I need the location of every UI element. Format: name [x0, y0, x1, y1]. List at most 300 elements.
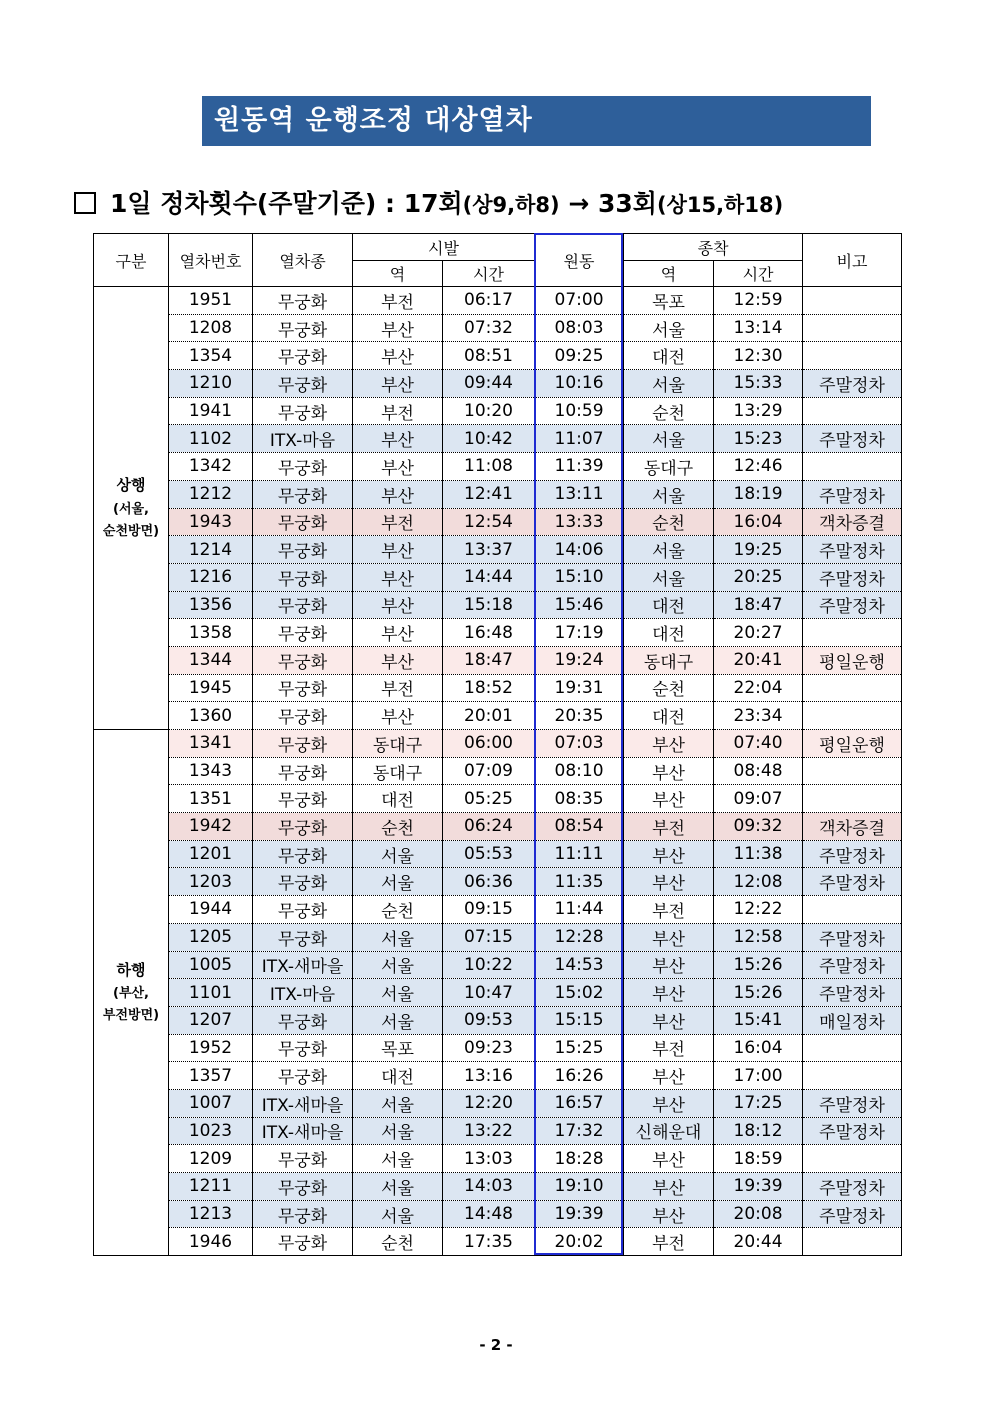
dep-time-cell: 12:54 [443, 508, 535, 536]
remark-cell [803, 342, 902, 370]
table-row [94, 840, 902, 868]
table-row [94, 563, 902, 591]
dep-time-cell: 10:42 [443, 425, 535, 453]
header-terminal: 종착 [624, 234, 803, 261]
dep-time-cell: 06:24 [443, 813, 535, 841]
arr-time-cell: 15:23 [714, 425, 803, 453]
train-type-cell: 무궁화 [253, 1006, 353, 1034]
train-type-cell: 무궁화 [253, 923, 353, 951]
arr-time-cell: 17:00 [714, 1062, 803, 1090]
down-direction-main: 하행 [116, 960, 146, 979]
table-row [94, 453, 902, 481]
arr-time-cell: 22:04 [714, 674, 803, 702]
arr-time-cell: 12:58 [714, 923, 803, 951]
table-row [94, 397, 902, 425]
arr-station-cell: 부산 [624, 1145, 714, 1173]
arr-station-cell: 부산 [624, 730, 714, 758]
train-type-cell: 무궁화 [253, 1034, 353, 1062]
train-no-cell: 1943 [169, 508, 253, 536]
train-type-cell: 무궁화 [253, 674, 353, 702]
remark-cell: 주말정차 [803, 480, 902, 508]
table-row [94, 1034, 902, 1062]
dep-station-cell: 부산 [353, 480, 443, 508]
arr-time-cell: 15:26 [714, 979, 803, 1007]
train-no-cell: 1023 [169, 1117, 253, 1145]
dep-time-cell: 14:48 [443, 1200, 535, 1228]
arr-station-cell: 순천 [624, 397, 714, 425]
remark-cell: 평일운행 [803, 730, 902, 758]
remark-cell: 매일정차 [803, 1006, 902, 1034]
remark-cell [803, 314, 902, 342]
dep-time-cell: 05:53 [443, 840, 535, 868]
wondong-time-cell: 18:28 [535, 1145, 624, 1173]
arr-time-cell: 18:12 [714, 1117, 803, 1145]
remark-cell: 주말정차 [803, 1200, 902, 1228]
remark-cell: 주말정차 [803, 923, 902, 951]
arr-station-cell: 서울 [624, 480, 714, 508]
dep-time-cell: 17:35 [443, 1228, 535, 1256]
train-type-cell: 무궁화 [253, 397, 353, 425]
table-row [94, 591, 902, 619]
wondong-time-cell: 15:15 [535, 1006, 624, 1034]
train-type-cell: 무궁화 [253, 757, 353, 785]
remark-cell [803, 619, 902, 647]
remark-cell: 평일운행 [803, 646, 902, 674]
dep-station-cell: 부산 [353, 314, 443, 342]
train-no-cell: 1342 [169, 453, 253, 481]
train-no-cell: 1210 [169, 370, 253, 398]
remark-cell: 주말정차 [803, 979, 902, 1007]
dep-station-cell: 부산 [353, 619, 443, 647]
train-no-cell: 1941 [169, 397, 253, 425]
dep-station-cell: 부산 [353, 536, 443, 564]
wondong-time-cell: 19:39 [535, 1200, 624, 1228]
dep-time-cell: 07:32 [443, 314, 535, 342]
wondong-time-cell: 20:02 [535, 1228, 624, 1256]
arr-time-cell: 18:59 [714, 1145, 803, 1173]
remark-cell [803, 1034, 902, 1062]
remark-cell: 주말정차 [803, 591, 902, 619]
wondong-time-cell: 17:32 [535, 1117, 624, 1145]
train-type-cell: 무궁화 [253, 1228, 353, 1256]
arr-time-cell: 12:08 [714, 868, 803, 896]
train-no-cell: 1101 [169, 979, 253, 1007]
dep-station-cell: 순천 [353, 813, 443, 841]
arr-time-cell: 18:47 [714, 591, 803, 619]
wondong-time-cell: 08:54 [535, 813, 624, 841]
dep-time-cell: 13:22 [443, 1117, 535, 1145]
remark-cell: 주말정차 [803, 425, 902, 453]
arr-station-cell: 동대구 [624, 453, 714, 481]
header-remarks: 비고 [803, 234, 902, 287]
table-row [94, 1062, 902, 1090]
table-row [94, 813, 902, 841]
arr-station-cell: 부산 [624, 840, 714, 868]
dep-station-cell: 부산 [353, 370, 443, 398]
arr-station-cell: 부전 [624, 813, 714, 841]
arr-station-cell: 부전 [624, 896, 714, 924]
table-row [94, 287, 902, 315]
remark-cell: 주말정차 [803, 868, 902, 896]
up-direction-sub2: 순천방면) [102, 523, 160, 539]
dep-time-cell: 05:25 [443, 785, 535, 813]
wondong-time-cell: 15:10 [535, 563, 624, 591]
wondong-time-cell: 13:11 [535, 480, 624, 508]
train-type-cell: ITX-마음 [253, 425, 353, 453]
arr-time-cell: 20:25 [714, 563, 803, 591]
train-no-cell: 1208 [169, 314, 253, 342]
train-schedule-table [93, 233, 902, 1256]
train-no-cell: 1945 [169, 674, 253, 702]
arr-time-cell: 12:46 [714, 453, 803, 481]
train-type-cell: 무궁화 [253, 453, 353, 481]
remark-cell: 주말정차 [803, 1117, 902, 1145]
table-row [94, 1228, 902, 1256]
train-no-cell: 1360 [169, 702, 253, 730]
wondong-time-cell: 15:25 [535, 1034, 624, 1062]
arr-station-cell: 대전 [624, 619, 714, 647]
remark-cell: 주말정차 [803, 951, 902, 979]
arr-time-cell: 23:34 [714, 702, 803, 730]
remark-cell [803, 757, 902, 785]
header-wondong: 원동 [535, 234, 624, 287]
arr-time-cell: 15:41 [714, 1006, 803, 1034]
table-row [94, 1145, 902, 1173]
train-type-cell: 무궁화 [253, 868, 353, 896]
dep-time-cell: 13:03 [443, 1145, 535, 1173]
dep-time-cell: 09:23 [443, 1034, 535, 1062]
dep-station-cell: 부전 [353, 674, 443, 702]
dep-station-cell: 순천 [353, 896, 443, 924]
train-no-cell: 1212 [169, 480, 253, 508]
dep-station-cell: 부산 [353, 342, 443, 370]
train-type-cell: ITX-새마을 [253, 1117, 353, 1145]
wondong-time-cell: 08:03 [535, 314, 624, 342]
dep-time-cell: 16:48 [443, 619, 535, 647]
remark-cell: 주말정차 [803, 563, 902, 591]
remark-cell: 객차증결 [803, 508, 902, 536]
arr-station-cell: 부전 [624, 1228, 714, 1256]
train-no-cell: 1341 [169, 730, 253, 758]
train-type-cell: 무궁화 [253, 702, 353, 730]
table-row [94, 951, 902, 979]
arr-time-cell: 19:25 [714, 536, 803, 564]
wondong-time-cell: 16:26 [535, 1062, 624, 1090]
train-no-cell: 1102 [169, 425, 253, 453]
dep-station-cell: 부전 [353, 508, 443, 536]
wondong-time-cell: 11:44 [535, 896, 624, 924]
arr-station-cell: 부산 [624, 1173, 714, 1201]
wondong-time-cell: 16:57 [535, 1089, 624, 1117]
train-no-cell: 1354 [169, 342, 253, 370]
table-row [94, 757, 902, 785]
wondong-time-cell: 19:24 [535, 646, 624, 674]
train-type-cell: 무궁화 [253, 314, 353, 342]
table-row [94, 480, 902, 508]
remark-cell: 주말정차 [803, 536, 902, 564]
dep-time-cell: 13:37 [443, 536, 535, 564]
dep-time-cell: 06:36 [443, 868, 535, 896]
dep-time-cell: 09:15 [443, 896, 535, 924]
page-banner-title: 원동역 운행조정 대상열차 [202, 96, 871, 146]
train-no-cell: 1942 [169, 813, 253, 841]
arr-time-cell: 09:07 [714, 785, 803, 813]
wondong-time-cell: 07:03 [535, 730, 624, 758]
arr-station-cell: 부산 [624, 979, 714, 1007]
remark-cell [803, 674, 902, 702]
train-no-cell: 1951 [169, 287, 253, 315]
dep-time-cell: 14:03 [443, 1173, 535, 1201]
arr-time-cell: 17:25 [714, 1089, 803, 1117]
table-row [94, 646, 902, 674]
wondong-time-cell: 11:39 [535, 453, 624, 481]
dep-station-cell: 부산 [353, 453, 443, 481]
dep-station-cell: 부전 [353, 287, 443, 315]
table-row [94, 1117, 902, 1145]
train-no-cell: 1357 [169, 1062, 253, 1090]
arr-station-cell: 대전 [624, 702, 714, 730]
train-type-cell: 무궁화 [253, 342, 353, 370]
train-no-cell: 1203 [169, 868, 253, 896]
wondong-time-cell: 12:28 [535, 923, 624, 951]
header-train-type: 열차종 [253, 234, 353, 287]
table-row [94, 1173, 902, 1201]
table-row [94, 342, 902, 370]
dep-station-cell: 부산 [353, 702, 443, 730]
train-type-cell: 무궁화 [253, 813, 353, 841]
dep-time-cell: 06:17 [443, 287, 535, 315]
dep-time-cell: 13:16 [443, 1062, 535, 1090]
dep-time-cell: 07:15 [443, 923, 535, 951]
wondong-time-cell: 10:59 [535, 397, 624, 425]
dep-station-cell: 부전 [353, 397, 443, 425]
dep-station-cell: 서울 [353, 1173, 443, 1201]
down-direction-sub2: 부전방면) [102, 1008, 160, 1024]
remark-cell: 주말정차 [803, 1089, 902, 1117]
dep-time-cell: 09:44 [443, 370, 535, 398]
train-type-cell: 무궁화 [253, 1145, 353, 1173]
wondong-time-cell: 14:06 [535, 536, 624, 564]
stop-count-after: 33회 [598, 189, 657, 218]
wondong-time-cell: 11:07 [535, 425, 624, 453]
stop-count-main: 1일 정차횟수(주말기준) : 17회 [110, 189, 463, 218]
page-number: - 2 - [479, 1336, 513, 1354]
dep-station-cell: 동대구 [353, 730, 443, 758]
wondong-time-cell: 20:35 [535, 702, 624, 730]
train-type-cell: 무궁화 [253, 1062, 353, 1090]
train-no-cell: 1007 [169, 1089, 253, 1117]
train-no-cell: 1005 [169, 951, 253, 979]
table-row [94, 923, 902, 951]
train-no-cell: 1201 [169, 840, 253, 868]
table-row [94, 979, 902, 1007]
dep-time-cell: 18:52 [443, 674, 535, 702]
arr-station-cell: 부산 [624, 1062, 714, 1090]
arr-station-cell: 동대구 [624, 646, 714, 674]
dep-station-cell: 서울 [353, 1117, 443, 1145]
wondong-time-cell: 19:31 [535, 674, 624, 702]
wondong-time-cell: 15:02 [535, 979, 624, 1007]
arr-station-cell: 순천 [624, 674, 714, 702]
table-row [94, 674, 902, 702]
train-type-cell: 무궁화 [253, 480, 353, 508]
header-dep-station: 역 [353, 261, 443, 287]
train-no-cell: 1343 [169, 757, 253, 785]
arr-station-cell: 서울 [624, 536, 714, 564]
dep-station-cell: 서울 [353, 979, 443, 1007]
dep-time-cell: 09:53 [443, 1006, 535, 1034]
header-dep-time: 시간 [443, 261, 535, 287]
train-no-cell: 1216 [169, 563, 253, 591]
arr-time-cell: 20:44 [714, 1228, 803, 1256]
arr-time-cell: 12:22 [714, 896, 803, 924]
train-type-cell: 무궁화 [253, 508, 353, 536]
up-direction-sub1: (서울, [113, 501, 149, 517]
table-row [94, 314, 902, 342]
down-direction-label [94, 730, 169, 1256]
wondong-time-cell: 11:35 [535, 868, 624, 896]
arr-station-cell: 부산 [624, 1006, 714, 1034]
up-direction-main: 상행 [116, 476, 146, 495]
table-row [94, 370, 902, 398]
arr-station-cell: 서울 [624, 563, 714, 591]
train-type-cell: 무궁화 [253, 536, 353, 564]
header-arr-time: 시간 [714, 261, 803, 287]
arr-time-cell: 13:14 [714, 314, 803, 342]
train-type-cell: 무궁화 [253, 619, 353, 647]
table-row [94, 536, 902, 564]
arr-time-cell: 15:33 [714, 370, 803, 398]
table-row [94, 1200, 902, 1228]
dep-station-cell: 부산 [353, 591, 443, 619]
train-no-cell: 1344 [169, 646, 253, 674]
table-row [94, 702, 902, 730]
dep-station-cell: 서울 [353, 923, 443, 951]
table-row [94, 730, 902, 758]
train-type-cell: 무궁화 [253, 785, 353, 813]
header-arr-station: 역 [624, 261, 714, 287]
arr-time-cell: 09:32 [714, 813, 803, 841]
arr-station-cell: 서울 [624, 370, 714, 398]
arr-station-cell: 부산 [624, 923, 714, 951]
arr-station-cell: 부산 [624, 868, 714, 896]
wondong-time-cell: 08:35 [535, 785, 624, 813]
arr-station-cell: 부산 [624, 757, 714, 785]
wondong-time-cell: 13:33 [535, 508, 624, 536]
train-no-cell: 1213 [169, 1200, 253, 1228]
train-type-cell: 무궁화 [253, 730, 353, 758]
dep-station-cell: 목포 [353, 1034, 443, 1062]
table-row [94, 619, 902, 647]
train-no-cell: 1211 [169, 1173, 253, 1201]
table-row [94, 425, 902, 453]
dep-time-cell: 06:00 [443, 730, 535, 758]
up-direction-label [94, 287, 169, 730]
arr-time-cell: 18:19 [714, 480, 803, 508]
remark-cell [803, 453, 902, 481]
dep-time-cell: 14:44 [443, 563, 535, 591]
wondong-time-cell: 11:11 [535, 840, 624, 868]
train-type-cell: 무궁화 [253, 287, 353, 315]
train-no-cell: 1207 [169, 1006, 253, 1034]
checkbox-square-icon [74, 192, 96, 214]
train-type-cell: 무궁화 [253, 840, 353, 868]
arr-station-cell: 부산 [624, 785, 714, 813]
table-row [94, 508, 902, 536]
dep-time-cell: 12:41 [443, 480, 535, 508]
dep-time-cell: 18:47 [443, 646, 535, 674]
train-no-cell: 1351 [169, 785, 253, 813]
arr-time-cell: 19:39 [714, 1173, 803, 1201]
dep-station-cell: 서울 [353, 840, 443, 868]
train-type-cell: ITX-새마을 [253, 1089, 353, 1117]
train-type-cell: ITX-새마을 [253, 951, 353, 979]
stop-count-after-detail: (상15,하18) [656, 193, 784, 217]
table-row [94, 896, 902, 924]
train-type-cell: 무궁화 [253, 563, 353, 591]
arr-time-cell: 12:30 [714, 342, 803, 370]
dep-station-cell: 부산 [353, 425, 443, 453]
train-no-cell: 1946 [169, 1228, 253, 1256]
remark-cell [803, 1145, 902, 1173]
remark-cell: 주말정차 [803, 840, 902, 868]
dep-station-cell: 동대구 [353, 757, 443, 785]
arr-station-cell: 신해운대 [624, 1117, 714, 1145]
dep-station-cell: 서울 [353, 1089, 443, 1117]
arr-station-cell: 서울 [624, 425, 714, 453]
arr-station-cell: 부전 [624, 1034, 714, 1062]
train-type-cell: 무궁화 [253, 591, 353, 619]
train-type-cell: 무궁화 [253, 1173, 353, 1201]
table-row [94, 785, 902, 813]
down-direction-sub1: (부산, [113, 986, 149, 1002]
header-category: 구분 [94, 234, 169, 287]
dep-station-cell: 서울 [353, 1006, 443, 1034]
header-departure: 시발 [353, 234, 535, 261]
remark-cell [803, 896, 902, 924]
arr-station-cell: 부산 [624, 1200, 714, 1228]
remark-cell [803, 287, 902, 315]
remark-cell: 주말정차 [803, 1173, 902, 1201]
train-type-cell: 무궁화 [253, 896, 353, 924]
train-no-cell: 1944 [169, 896, 253, 924]
dep-time-cell: 11:08 [443, 453, 535, 481]
arr-station-cell: 순천 [624, 508, 714, 536]
stop-count-before-detail: (상9,하8) [462, 193, 560, 217]
remark-cell: 주말정차 [803, 370, 902, 398]
remark-cell [803, 785, 902, 813]
wondong-time-cell: 15:46 [535, 591, 624, 619]
train-type-cell: 무궁화 [253, 370, 353, 398]
dep-time-cell: 15:18 [443, 591, 535, 619]
train-no-cell: 1952 [169, 1034, 253, 1062]
dep-station-cell: 서울 [353, 951, 443, 979]
wondong-time-cell: 17:19 [535, 619, 624, 647]
train-no-cell: 1358 [169, 619, 253, 647]
dep-time-cell: 08:51 [443, 342, 535, 370]
header-train-no: 열차번호 [169, 234, 253, 287]
train-type-cell: ITX-마음 [253, 979, 353, 1007]
dep-station-cell: 서울 [353, 868, 443, 896]
wondong-time-cell: 10:16 [535, 370, 624, 398]
train-type-cell: 무궁화 [253, 1200, 353, 1228]
arr-time-cell: 07:40 [714, 730, 803, 758]
dep-station-cell: 부산 [353, 563, 443, 591]
table-row [94, 1089, 902, 1117]
arr-time-cell: 12:59 [714, 287, 803, 315]
remark-cell [803, 1228, 902, 1256]
arr-time-cell: 13:29 [714, 397, 803, 425]
